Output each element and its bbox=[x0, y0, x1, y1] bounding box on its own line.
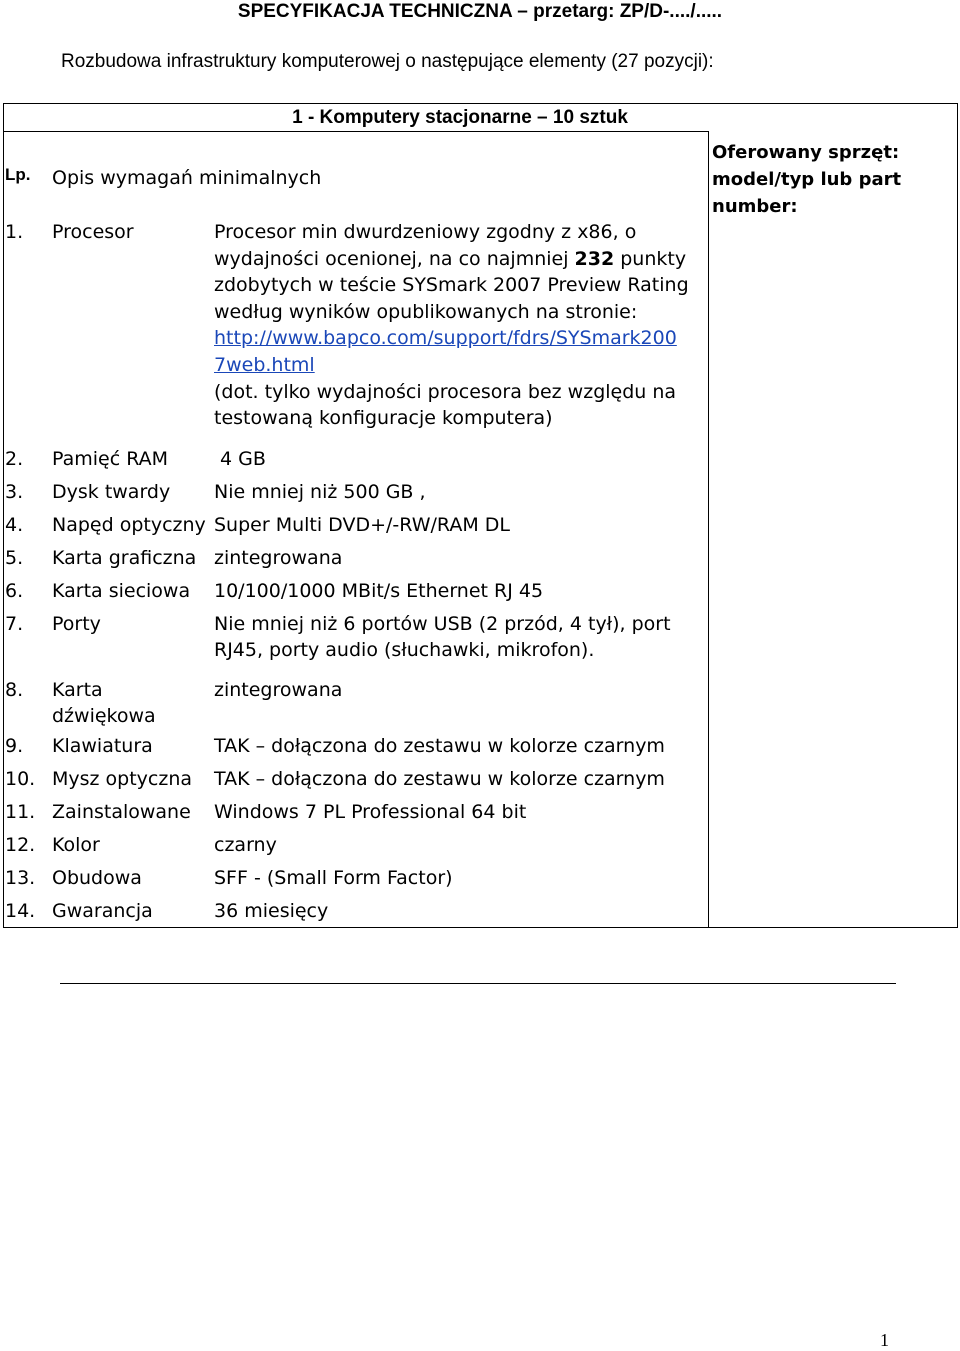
footer-divider bbox=[60, 983, 896, 984]
row-requirement bbox=[214, 405, 553, 432]
offer-header-line: Oferowany sprzęt: bbox=[712, 142, 900, 163]
section-divider bbox=[3, 131, 709, 132]
requirement-text: punkty bbox=[614, 248, 687, 270]
requirement-text: (dot. tylko wydajności procesora bez względu na bbox=[214, 381, 677, 403]
row-name: Kolor bbox=[52, 834, 100, 856]
row-name: Napęd optyczny bbox=[52, 514, 206, 536]
row-requirement: zintegrowana bbox=[214, 679, 343, 701]
row-requirement: TAK – dołączona do zestawu w kolorze czarnym bbox=[214, 735, 665, 757]
row-requirement: 36 miesięcy bbox=[214, 900, 329, 922]
row-requirement: zintegrowana bbox=[214, 547, 343, 569]
row-requirement: czarny bbox=[214, 834, 277, 856]
column-header-lp: Lp. bbox=[5, 165, 31, 184]
row-name: Dysk twardy bbox=[52, 481, 171, 503]
row-requirement bbox=[214, 325, 677, 352]
row-number: 14. bbox=[5, 900, 36, 922]
row-requirement: 4 GB bbox=[220, 448, 266, 470]
row-requirement: Nie mniej niż 500 GB , bbox=[214, 481, 426, 503]
row-name: Gwarancja bbox=[52, 900, 153, 922]
document-subtitle: Rozbudowa infrastruktury komputerowej o następujące elementy (27 pozycji): bbox=[61, 51, 714, 72]
row-requirement: 10/100/1000 MBit/s Ethernet RJ 45 bbox=[214, 580, 544, 602]
row-number: 13. bbox=[5, 867, 36, 889]
column-header-requirements: Opis wymagań minimalnych bbox=[52, 167, 322, 189]
benchmark-link[interactable]: 7web.html bbox=[214, 354, 315, 376]
row-number: 5. bbox=[5, 547, 24, 569]
row-requirement: Nie mniej niż 6 portów USB (2 przód, 4 tył), port bbox=[214, 613, 671, 635]
row-requirement: SFF - (Small Form Factor) bbox=[214, 867, 453, 889]
row-number: 8. bbox=[5, 679, 24, 701]
row-requirement bbox=[214, 219, 636, 246]
document-title: SPECYFIKACJA TECHNICZNA – przetarg: ZP/D-..../..... bbox=[237, 1, 723, 22]
page-number: 1 bbox=[880, 1330, 889, 1350]
offer-column-divider bbox=[708, 131, 709, 928]
row-number: 3. bbox=[5, 481, 24, 503]
requirement-text: zdobytych w teście SYSmark 2007 Preview Rating bbox=[214, 274, 689, 296]
row-name: Klawiatura bbox=[52, 735, 153, 757]
row-number: 6. bbox=[5, 580, 24, 602]
row-name: Karta bbox=[52, 679, 103, 701]
row-requirement bbox=[214, 299, 637, 326]
row-name: Zainstalowane bbox=[52, 801, 191, 823]
row-name: Mysz optyczna bbox=[52, 768, 193, 790]
row-name: Procesor bbox=[52, 221, 134, 243]
row-requirement: Super Multi DVD+/-RW/RAM DL bbox=[214, 514, 510, 536]
benchmark-link[interactable]: http://www.bapco.com/support/fdrs/SYSmark200 bbox=[214, 327, 677, 349]
row-number: 9. bbox=[5, 735, 24, 757]
row-number: 4. bbox=[5, 514, 24, 536]
column-header-offer bbox=[712, 139, 956, 220]
row-requirement: TAK – dołączona do zestawu w kolorze czarnym bbox=[214, 768, 665, 790]
requirement-text: Procesor min dwurdzeniowy zgodny z x86, o bbox=[214, 221, 637, 243]
row-name: Obudowa bbox=[52, 867, 142, 889]
requirement-text: według wyników opublikowanych na stronie: bbox=[214, 301, 638, 323]
benchmark-score: 232 bbox=[574, 248, 615, 270]
row-number: 2. bbox=[5, 448, 24, 470]
row-number: 1. bbox=[5, 221, 24, 243]
row-name: Karta graficzna bbox=[52, 547, 197, 569]
row-number: 7. bbox=[5, 613, 24, 635]
row-name: Pamięć RAM bbox=[52, 448, 169, 470]
row-requirement bbox=[214, 379, 676, 406]
row-requirement: RJ45, porty audio (słuchawki, mikrofon). bbox=[214, 639, 595, 661]
row-name: Porty bbox=[52, 613, 101, 635]
requirement-text: testowaną konfiguracje komputera) bbox=[214, 407, 553, 429]
row-name: Karta sieciowa bbox=[52, 580, 191, 602]
requirement-text: wydajności ocenionej, na co najmniej bbox=[214, 248, 575, 270]
row-requirement bbox=[214, 246, 686, 273]
row-name: dźwiękowa bbox=[52, 705, 156, 727]
row-number: 10. bbox=[5, 768, 36, 790]
offer-header-line: number: bbox=[712, 196, 798, 217]
row-number: 11. bbox=[5, 801, 36, 823]
row-requirement bbox=[214, 272, 689, 299]
row-requirement: Windows 7 PL Professional 64 bit bbox=[214, 801, 527, 823]
offer-header-line: model/typ lub part bbox=[712, 169, 902, 190]
row-number: 12. bbox=[5, 834, 36, 856]
row-requirement bbox=[214, 352, 315, 379]
section-heading: 1 - Komputery stacjonarne – 10 sztuk bbox=[292, 107, 628, 128]
